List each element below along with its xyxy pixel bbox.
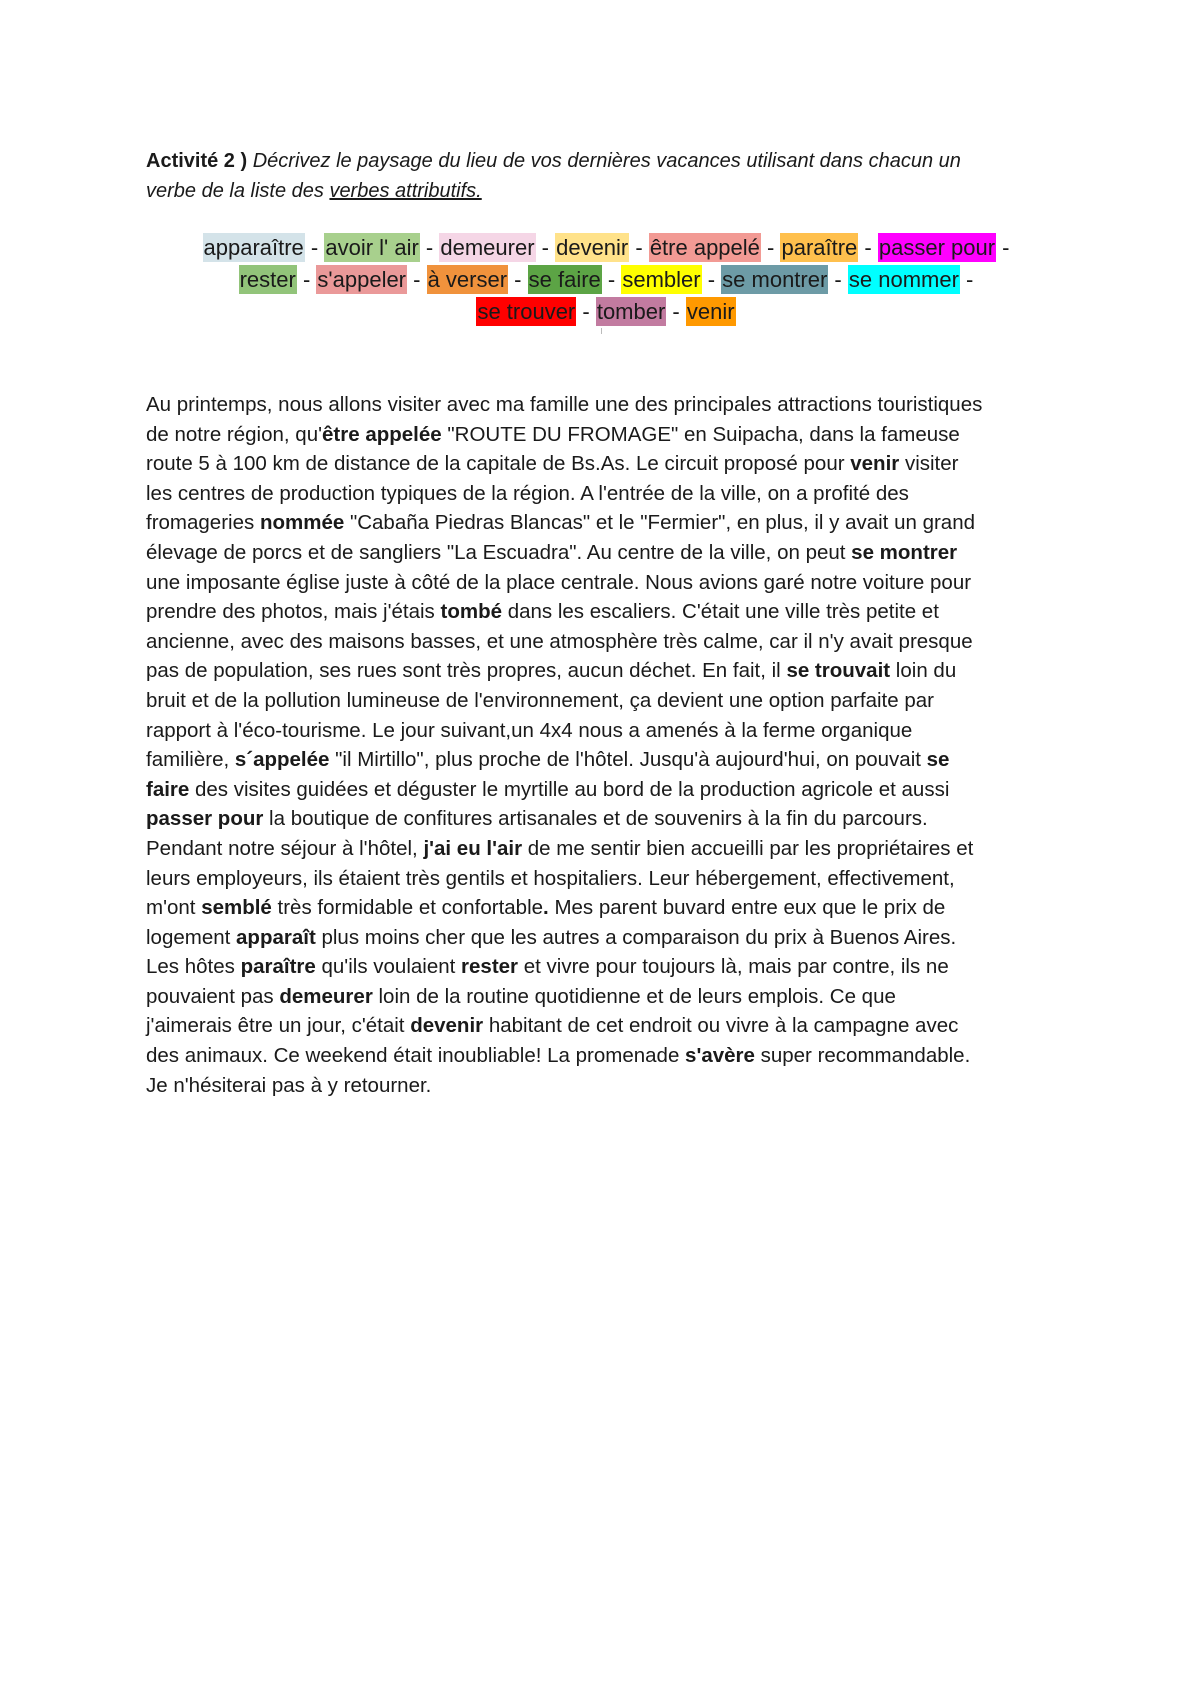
essay-line: Les hôtes paraître qu'ils voulaient rester et vivre pour toujours là, mais par contre, ils ne bbox=[146, 955, 949, 979]
highlighted-verb: venir bbox=[850, 452, 900, 476]
verb-separator: - bbox=[419, 235, 440, 260]
verb-chip: passer pour bbox=[878, 235, 996, 260]
essay-line: passer pour la boutique de confitures artisanales et de souvenirs à la fin du parcours. bbox=[146, 807, 928, 831]
essay-line: bruit et de la pollution lumineuse de l'environnement, ça devient une option parfaite par bbox=[146, 688, 934, 712]
highlighted-verb: tombé bbox=[440, 600, 502, 624]
highlighted-verb: j'ai eu l'air bbox=[423, 836, 523, 860]
verb-chip: paraître bbox=[781, 235, 858, 260]
essay-line: des animaux. Ce weekend était inoubliable! La promenade s'avère super recommandable. bbox=[146, 1044, 971, 1068]
essay-line: Au printemps, nous allons visiter avec ma famille une des principales attractions touristiques bbox=[146, 393, 983, 416]
essay-line: Pendant notre séjour à l'hôtel, j'ai eu l'air de me sentir bien accueilli par les propriétaires et bbox=[146, 836, 974, 860]
verb-separator: - bbox=[304, 235, 325, 260]
highlighted-verb: semblé bbox=[201, 896, 272, 920]
activity-heading bbox=[146, 146, 1066, 206]
verb-chip: sembler bbox=[622, 267, 701, 292]
verb-chip: rester bbox=[239, 267, 296, 292]
verb-separator: - bbox=[407, 267, 427, 292]
verb-separator: - bbox=[601, 267, 622, 292]
essay-line: j'aimerais être un jour, c'était devenir habitant de cet endroit ou vivre à la campagne avec bbox=[146, 1014, 959, 1038]
verb-separator: - bbox=[858, 235, 878, 260]
essay-body bbox=[146, 390, 1076, 1100]
verb-chip: se montrer bbox=[722, 267, 828, 292]
essay-line: familière, s´appelée "il Mirtillo", plus proche de l'hôtel. Jusqu'à aujourd'hui, on pouvait se bbox=[146, 748, 950, 772]
highlighted-verb: demeurer bbox=[279, 984, 373, 1008]
highlighted-verb: devenir bbox=[410, 1014, 484, 1038]
verb-separator: - bbox=[701, 267, 722, 292]
verb-chip: venir bbox=[686, 299, 735, 324]
highlighted-verb: passer pour bbox=[146, 807, 264, 831]
essay-line: faire des visites guidées et déguster le myrtille au bord de la production agricole et aussi bbox=[146, 777, 950, 801]
essay-line: de notre région, qu'être appelée "ROUTE DU FROMAGE" en Suipacha, dans la fameuse bbox=[146, 422, 960, 446]
highlighted-verb: paraître bbox=[240, 955, 316, 979]
highlighted-verb: s'avère bbox=[685, 1044, 755, 1068]
verb-list bbox=[146, 232, 1066, 328]
verb-chip: se nommer bbox=[848, 267, 959, 292]
verb-chip: demeurer bbox=[440, 235, 535, 260]
verb-separator: - bbox=[666, 299, 686, 324]
essay-line: prendre des photos, mais j'étais tombé dans les escaliers. C'était une ville très petite et bbox=[146, 600, 939, 624]
highlighted-verb: apparaît bbox=[236, 925, 316, 949]
verb-separator: - bbox=[959, 267, 974, 292]
essay-line: Je n'hésiterai pas à y retourner. bbox=[146, 1073, 432, 1097]
verb-separator: - bbox=[760, 235, 781, 260]
verb-chip: à verser bbox=[427, 267, 508, 292]
verb-chip: tomber bbox=[596, 299, 666, 324]
activity-instruction-underlined: verbes attributifs. bbox=[329, 180, 482, 202]
essay-line: élevage de porcs et de sangliers "La Escuadra". Au centre de la ville, on peut se montrer bbox=[146, 540, 958, 564]
highlighted-verb: rester bbox=[461, 955, 519, 979]
essay-line: pas de population, ses rues sont très propres, aucun déchet. En fait, il se trouvait loin du bbox=[146, 659, 957, 683]
essay-line: les centres de production typiques de la région. A l'entrée de la ville, on a profité des bbox=[146, 481, 909, 505]
essay-line: une imposante église juste à côté de la place centrale. Nous avions garé notre voiture pour bbox=[146, 570, 972, 594]
essay-line: ancienne, avec des maisons basses, et une atmosphère très calme, car il n'y avait presque bbox=[146, 629, 973, 653]
highlighted-verb: nommée bbox=[259, 511, 345, 535]
verb-chip: être appelé bbox=[649, 235, 760, 260]
essay-line: rapport à l'éco-tourisme. Le jour suivant,un 4x4 nous a amenés à la ferme organique bbox=[146, 718, 913, 742]
verb-separator: - bbox=[828, 267, 848, 292]
activity-instruction: Décrivez le paysage du lieu de vos dernières vacances utilisant dans chacun un bbox=[247, 150, 961, 172]
verb-separator: - bbox=[996, 235, 1010, 260]
verb-chip: s'appeler bbox=[317, 267, 407, 292]
verb-separator: - bbox=[508, 267, 528, 292]
highlighted-verb: se trouvait bbox=[786, 659, 891, 683]
highlighted-verb: faire bbox=[146, 777, 190, 801]
verb-separator: - bbox=[535, 235, 556, 260]
essay-line: logement apparaît plus moins cher que les autres a comparaison du prix à Buenos Aires. bbox=[146, 925, 957, 949]
highlighted-verb: se montrer bbox=[851, 540, 958, 564]
verb-separator: - bbox=[576, 299, 596, 324]
verb-separator: - bbox=[296, 267, 317, 292]
highlighted-verb: se bbox=[926, 748, 950, 772]
essay-line: route 5 à 100 km de distance de la capitale de Bs.As. Le circuit proposé pour venir visiter bbox=[146, 452, 959, 476]
activity-label: Activité 2 ) bbox=[146, 150, 248, 172]
essay-line: m'ont semblé très formidable et confortable. Mes parent buvard entre eux que le prix de bbox=[146, 896, 946, 920]
essay-line: pouvaient pas demeurer loin de la routine quotidienne et de leurs emplois. Ce que bbox=[146, 984, 896, 1008]
highlighted-verb: s´appelée bbox=[234, 748, 330, 772]
verb-chip: se faire bbox=[528, 267, 601, 292]
verb-chip: se trouver bbox=[477, 299, 576, 324]
activity-instruction-line2: verbe de la liste des bbox=[146, 180, 330, 202]
highlighted-verb: être appelée bbox=[322, 422, 442, 446]
verb-chip: avoir l' air bbox=[325, 235, 419, 260]
essay-line: fromageries nommée "Cabaña Piedras Blancas" et le "Fermier", en plus, il y avait un grand bbox=[146, 511, 976, 535]
decorative-tick bbox=[601, 328, 602, 334]
verb-chip: apparaître bbox=[203, 235, 304, 260]
verb-chip: devenir bbox=[556, 235, 629, 260]
essay-line: leurs employeurs, ils étaient très gentils et hospitaliers. Leur hébergement, effectivement, bbox=[146, 866, 955, 890]
verb-separator: - bbox=[629, 235, 649, 260]
